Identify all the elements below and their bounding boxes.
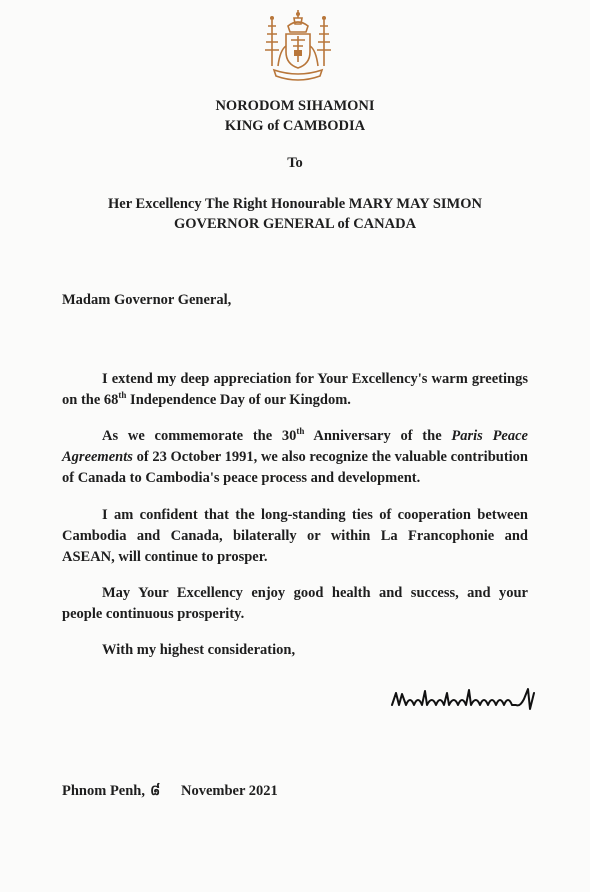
paragraph-anniversary-text-2: Anniversary of the [304,428,452,444]
to-label: To [287,155,303,171]
date-month-year: November 2021 [181,783,278,799]
paragraph-appreciation-text-2: Independence Day of our Kingdom. [126,392,351,408]
place-label: Phnom Penh, [62,783,145,799]
agreement-title: Paris Peace Agreements [62,428,528,465]
recipient-name: Her Excellency The Right Honourable MARY MAY SIMON [108,196,482,212]
sender-title: KING of CAMBODIA [224,118,366,134]
ordinal-suffix: th [118,390,127,401]
paragraph-anniversary-text-3: of 23 October 1991, we also recognize the valuable contribution of Canada to Cambodia's peace process and development. [62,449,528,486]
salutation: Madam Governor General, [62,292,232,308]
paragraph-anniversary [62,426,528,489]
closing-line: With my highest consideration, [102,642,296,658]
paragraph-appreciation [62,369,528,411]
royal-coat-of-arms-emblem [258,6,338,86]
paragraph-anniversary-text-1: As we commemorate the 30 [102,428,297,444]
ordinal-suffix: th [296,426,305,437]
handwritten-signature [388,685,538,715]
recipient-title: GOVERNOR GENERAL of CANADA [173,216,417,232]
sender-name: NORODOM SIHAMONI [215,98,375,114]
date-day: ៨ [150,783,161,799]
paragraph-cooperation: I am confident that the long-standing ties of cooperation between Cambodia and Canada, bilaterally or within La Francophonie and ASEAN, will continue to prosper. [62,507,528,565]
paragraph-appreciation-text-1: I extend my deep appreciation for Your Excellency's warm greetings on the 68 [62,371,528,408]
paragraph-wishes: May Your Excellency enjoy good health and success, and your people continuous prosperity. [62,585,528,622]
